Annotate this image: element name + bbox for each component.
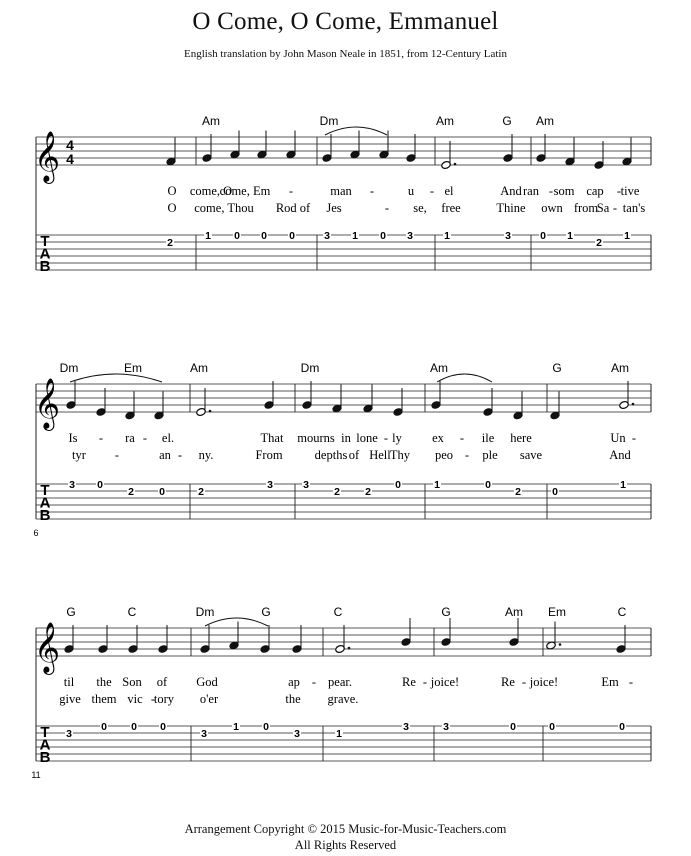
footer-copyright: Arrangement Copyright © 2015 Music-for-Music-Teachers.com [184, 822, 507, 836]
tab-fret-number: 3 [403, 721, 409, 733]
lyric-verse1: - [142, 431, 148, 445]
lyric-verse1: ran [523, 184, 539, 198]
chord-symbol: Dm [59, 361, 79, 375]
tab-label-letter: B [39, 258, 51, 275]
treble-clef-icon: 𝄞 [33, 131, 61, 182]
lyric-verse1: the [96, 675, 112, 689]
lyric-verse2: come, Thou [194, 201, 254, 215]
lyric-verse2: save [519, 448, 543, 462]
lyric-verse1: - [628, 675, 634, 689]
tab-fret-number: 2 [128, 486, 134, 498]
lyric-verse1: ly [392, 431, 402, 445]
chord-symbol: G [502, 114, 512, 128]
tab-fret-number: 1 [205, 230, 211, 242]
chord-symbol: Am [436, 114, 454, 128]
tab-label-letter: A [39, 245, 51, 263]
lyric-verse1: O [167, 184, 177, 198]
lyric-verse1: som [553, 184, 575, 198]
augmentation-dot [559, 643, 562, 646]
chord-symbol: Am [202, 114, 220, 128]
tab-fret-number: 0 [552, 486, 558, 498]
lyric-verse2: depths [314, 448, 348, 462]
lyric-verse2: - [464, 448, 470, 462]
lyric-verse2: vic [127, 692, 143, 706]
chord-symbol: C [617, 605, 627, 619]
lyric-verse2: - [177, 448, 183, 462]
lyric-verse1: Is [68, 431, 78, 445]
augmentation-dot [454, 163, 457, 166]
tab-fret-number: 3 [294, 728, 300, 740]
augmentation-dot [209, 410, 212, 413]
lyric-verse1: Em [601, 675, 619, 689]
tab-label-letter: T [40, 233, 50, 250]
tab-fret-number: 3 [324, 230, 330, 242]
slur [437, 374, 492, 382]
chord-symbol: Em [548, 605, 566, 619]
tab-fret-number: 1 [624, 230, 630, 242]
tab-fret-number: 0 [160, 721, 166, 733]
lyric-verse1: mourns [297, 431, 335, 445]
lyric-verse2: Thy [389, 448, 411, 462]
lyric-verse1: - [383, 431, 389, 445]
lyric-verse2: ple [482, 448, 498, 462]
tab-fret-number: 2 [596, 237, 602, 249]
lyric-verse1: - [631, 431, 637, 445]
lyric-verse2: Jes [326, 201, 342, 215]
slur [205, 618, 268, 626]
tab-fret-number: 0 [159, 486, 165, 498]
chord-symbol: Dm [300, 361, 320, 375]
lyric-verse1: u [407, 184, 415, 198]
lyric-verse2: from [573, 201, 599, 215]
lyric-verse2: ny. [198, 448, 214, 462]
tab-fret-number: 0 [485, 479, 491, 491]
tab-label-letter: B [39, 749, 51, 766]
lyric-verse1: - [422, 675, 428, 689]
lyric-verse2: o'er [199, 692, 219, 706]
lyric-verse2: - [612, 201, 618, 215]
page-subtitle: English translation by John Mason Neale in 1851, from 12-Century Latin [184, 48, 507, 60]
lyric-verse2: - [384, 201, 390, 215]
tab-fret-number: 0 [510, 721, 516, 733]
page-title: O Come, O Come, Emmanuel [192, 8, 499, 35]
lyric-verse2: From [255, 448, 283, 462]
lyric-verse2: O [167, 201, 177, 215]
tab-fret-number: 1 [336, 728, 342, 740]
tab-fret-number: 2 [167, 237, 173, 249]
lyric-verse1: cap [586, 184, 604, 198]
tab-fret-number: 0 [380, 230, 386, 242]
lyric-verse1: come, Em [219, 184, 271, 198]
tab-fret-number: 0 [540, 230, 546, 242]
lyric-verse1: God [196, 675, 218, 689]
lyric-verse1: ile [481, 431, 495, 445]
lyric-verse1: - [616, 184, 622, 198]
lyric-verse1: ra [125, 431, 135, 445]
lyric-verse2: And [609, 448, 631, 462]
tab-fret-number: 2 [198, 486, 204, 498]
tab-fret-number: 0 [263, 721, 269, 733]
lyric-verse1: - [548, 184, 554, 198]
tab-label-letter: B [39, 507, 51, 524]
lyric-verse2: Hell [369, 448, 391, 462]
tab-fret-number: 3 [407, 230, 413, 242]
lyric-verse1: - [288, 184, 294, 198]
chord-symbol: G [66, 605, 76, 619]
slur [70, 374, 162, 382]
lyric-verse1: tive [620, 184, 640, 198]
tab-fret-number: 2 [365, 486, 371, 498]
chord-symbol: C [127, 605, 137, 619]
lyric-verse1: here [510, 431, 532, 445]
tab-fret-number: 2 [334, 486, 340, 498]
lyric-verse1: - [311, 675, 317, 689]
measure-number: 6 [33, 528, 39, 538]
chord-symbol: G [552, 361, 562, 375]
lyric-verse2: them [91, 692, 117, 706]
lyric-verse1: el [444, 184, 454, 198]
lyric-verse2: se, [413, 201, 427, 215]
chord-symbol: C [333, 605, 343, 619]
footer [0, 821, 691, 853]
lyric-verse2: Sa [596, 201, 610, 215]
lyric-verse1: Re [501, 675, 515, 689]
lyric-verse1: of [156, 675, 168, 689]
tab-fret-number: 1 [444, 230, 450, 242]
time-signature-top: 4 [66, 137, 74, 153]
tab-fret-number: 2 [515, 486, 521, 498]
lyric-verse1: man [330, 184, 352, 198]
tab-fret-number: 3 [443, 721, 449, 733]
lyric-verse2: own [541, 201, 563, 215]
tab-fret-number: 3 [201, 728, 207, 740]
lyric-verse2: tyr [72, 448, 86, 462]
tab-fret-number: 0 [97, 479, 103, 491]
lyric-verse2: Thine [496, 201, 526, 215]
slur [325, 127, 387, 135]
lyric-verse1: - [369, 184, 375, 198]
footer-rights: All Rights Reserved [294, 838, 397, 852]
tab-fret-number: 3 [505, 230, 511, 242]
lyric-verse1: come, O [189, 184, 233, 198]
tab-fret-number: 3 [69, 479, 75, 491]
lyric-verse1: - [521, 675, 527, 689]
lyric-verse2: grave. [327, 692, 359, 706]
lyric-verse1: ex [432, 431, 444, 445]
chord-symbol: Am [190, 361, 208, 375]
tab-fret-number: 1 [567, 230, 573, 242]
lyric-verse2: tory [153, 692, 175, 706]
augmentation-dot [348, 647, 351, 650]
lyric-verse2: of [348, 448, 360, 462]
tab-fret-number: 1 [620, 479, 626, 491]
lyric-verse1: Un [610, 431, 626, 445]
tab-fret-number: 3 [303, 479, 309, 491]
chord-symbol: Am [536, 114, 554, 128]
chord-symbol: Em [124, 361, 142, 375]
chord-symbol: G [261, 605, 271, 619]
treble-clef-icon: 𝄞 [33, 622, 61, 673]
tab-fret-number: 0 [234, 230, 240, 242]
lyric-verse1: - [98, 431, 104, 445]
chord-symbol: Am [430, 361, 448, 375]
chord-symbol: Dm [319, 114, 339, 128]
tab-label-letter: A [39, 494, 51, 512]
time-signature-bottom: 4 [66, 151, 74, 167]
tab-fret-number: 0 [395, 479, 401, 491]
lyric-verse1: Re [402, 675, 416, 689]
tab-fret-number: 1 [434, 479, 440, 491]
lyric-verse1: pear. [328, 675, 352, 689]
lyric-verse2: tan's [622, 201, 646, 215]
chord-symbol: G [441, 605, 451, 619]
tab-label-letter: T [40, 724, 50, 741]
lyric-verse2: an [159, 448, 171, 462]
lyric-verse1: joice! [430, 675, 460, 689]
tab-fret-number: 0 [289, 230, 295, 242]
tab-fret-number: 0 [131, 721, 137, 733]
chord-symbol: Dm [195, 605, 215, 619]
chord-symbol: Am [505, 605, 523, 619]
chord-symbol: Am [611, 361, 629, 375]
lyric-verse2: the [285, 692, 301, 706]
lyric-verse2: peo [434, 448, 454, 462]
tab-label-letter: T [40, 482, 50, 499]
lyric-verse1: - [459, 431, 465, 445]
augmentation-dot [632, 403, 635, 406]
treble-clef-icon: 𝄞 [33, 378, 61, 429]
texts-layer [31, 114, 645, 780]
lyric-verse1: Son [122, 675, 142, 689]
tab-fret-number: 0 [261, 230, 267, 242]
tab-fret-number: 3 [267, 479, 273, 491]
lyric-verse2: free [441, 201, 461, 215]
tab-fret-number: 1 [233, 721, 239, 733]
tab-fret-number: 0 [619, 721, 625, 733]
lyric-verse1: That [260, 431, 284, 445]
lyric-verse1: ap [288, 675, 300, 689]
lyric-verse2: Rod of [275, 201, 311, 215]
lyric-verse1: til [63, 675, 75, 689]
tab-label-letter: A [39, 736, 51, 754]
tab-fret-number: 0 [549, 721, 555, 733]
tab-fret-number: 1 [352, 230, 358, 242]
tab-fret-number: 0 [101, 721, 107, 733]
lyric-verse1: - [429, 184, 435, 198]
lyric-verse1: And [500, 184, 522, 198]
lyric-verse2: - [150, 692, 156, 706]
measure-number: 11 [31, 770, 41, 780]
tab-fret-number: 3 [66, 728, 72, 740]
lyric-verse1: lone [356, 431, 378, 445]
lyric-verse1: el. [161, 431, 175, 445]
lyric-verse1: joice! [529, 675, 559, 689]
lyric-verse1: in [341, 431, 351, 445]
lyric-verse2: give [59, 692, 81, 706]
lyric-verse2: - [114, 448, 120, 462]
